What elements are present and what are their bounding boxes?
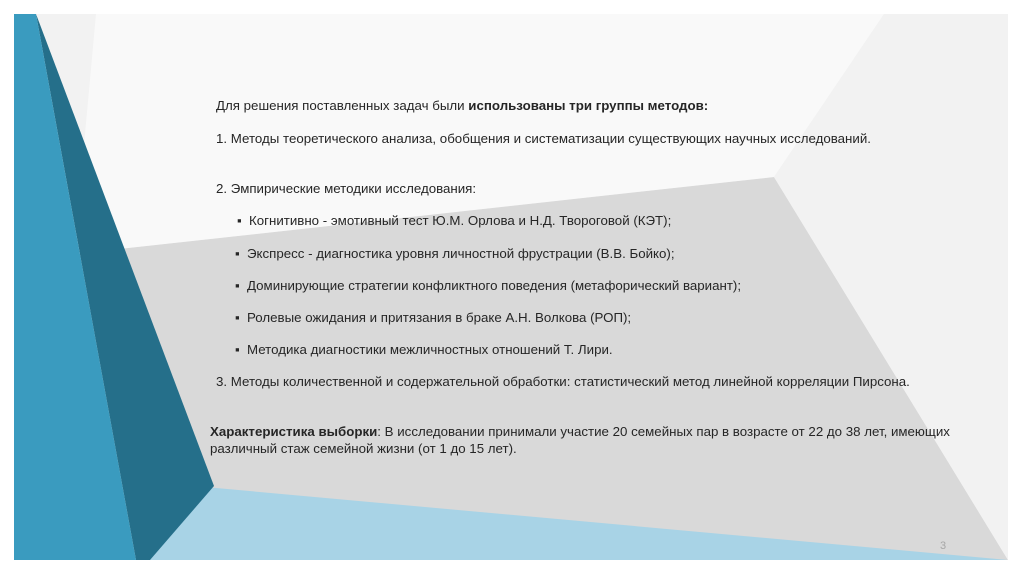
slide: [14, 14, 1008, 560]
bullet-item-2: [235, 245, 875, 262]
bullet-item-5: [235, 341, 875, 358]
bullet-marker: ▪: [235, 310, 240, 325]
sample-paragraph: [210, 423, 960, 457]
bullet-text: Доминирующие стратегии конфликтного поведения (метафорический вариант);: [247, 278, 742, 293]
bullet-item-3: [235, 277, 875, 294]
intro-text: Для решения поставленных задач были: [216, 98, 469, 113]
item-3: 3. Методы количественной и содержательной обработки: статистический метод линейной корреляции Пирсона.: [216, 374, 910, 389]
intro-bold: использованы три группы методов:: [468, 98, 709, 113]
bullet-marker: ▪: [235, 246, 240, 261]
item-1: 1. Методы теоретического анализа, обобщения и систематизации существующих научных исследований.: [216, 131, 871, 146]
bullet-item-1: [237, 212, 877, 229]
bullet-text: Ролевые ожидания и притязания в браке А.Н. Волкова (РОП);: [247, 310, 632, 325]
sample-text: : В исследовании принимали участие 20 семейных пар в возрасте от 22 до 38 лет, имеющих различный стаж семейной жизни (от 1 до 15 лет).: [210, 424, 950, 456]
bullet-item-4: [235, 309, 875, 326]
bullet-marker: ▪: [235, 342, 240, 357]
bullet-text: Когнитивно - эмотивный тест Ю.М. Орлова и Н.Д. Твороговой (КЭТ);: [249, 213, 672, 228]
item-2: 2. Эмпирические методики исследования:: [216, 181, 477, 196]
intro-paragraph: [216, 97, 856, 114]
bullet-marker: ▪: [237, 213, 242, 228]
slide-content: [14, 14, 1008, 560]
bullet-text: Методика диагностики межличностных отношений Т. Лири.: [247, 342, 613, 357]
bullet-marker: ▪: [235, 278, 240, 293]
bullet-text: Экспресс - диагностика уровня личностной фрустрации (В.В. Бойко);: [247, 246, 675, 261]
page-number: 3: [940, 540, 947, 552]
sample-label: Характеристика выборки: [210, 424, 378, 439]
